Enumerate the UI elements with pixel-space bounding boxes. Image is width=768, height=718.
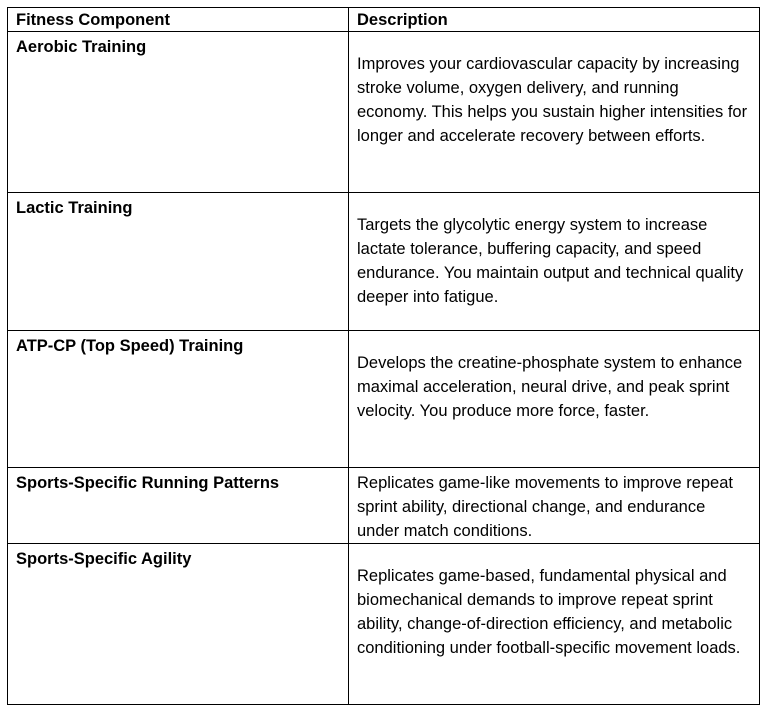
description-text: Replicates game-based, fundamental physical and biomechanical demands to improve repeat sprint ability, change-of-direction efficiency, and metabolic conditioning under football-specific movement loads. bbox=[357, 567, 741, 657]
description-cell bbox=[349, 193, 760, 331]
description-text: Targets the glycolytic energy system to increase lactate tolerance, buffering capacity, and speed endurance. You maintain output and technical quality deeper into fatigue. bbox=[357, 216, 744, 306]
header-description: Description bbox=[349, 8, 760, 32]
description-cell bbox=[349, 331, 760, 468]
description-cell bbox=[349, 468, 760, 544]
table-row bbox=[8, 468, 760, 544]
component-cell: Sports-Specific Running Patterns bbox=[8, 468, 349, 544]
component-cell: Sports-Specific Agility bbox=[8, 544, 349, 705]
description-text: Develops the creatine-phosphate system to enhance maximal acceleration, neural drive, and peak sprint velocity. You produce more force, faster. bbox=[357, 354, 743, 420]
description-text: Replicates game-like movements to improve repeat sprint ability, directional change, and endurance under match conditions. bbox=[357, 474, 733, 540]
component-cell: ATP-CP (Top Speed) Training bbox=[8, 331, 349, 468]
description-text: Improves your cardiovascular capacity by increasing stroke volume, oxygen delivery, and running economy. This helps you sustain higher intensities for longer and accelerate recovery between efforts. bbox=[357, 55, 748, 145]
table-row bbox=[8, 32, 760, 193]
table-header-row bbox=[8, 8, 760, 32]
component-cell: Lactic Training bbox=[8, 193, 349, 331]
header-fitness-component: Fitness Component bbox=[8, 8, 349, 32]
description-cell bbox=[349, 544, 760, 705]
fitness-components-table bbox=[7, 7, 760, 705]
table-row bbox=[8, 331, 760, 468]
description-cell bbox=[349, 32, 760, 193]
table-row bbox=[8, 544, 760, 705]
table-row bbox=[8, 193, 760, 331]
component-cell: Aerobic Training bbox=[8, 32, 349, 193]
